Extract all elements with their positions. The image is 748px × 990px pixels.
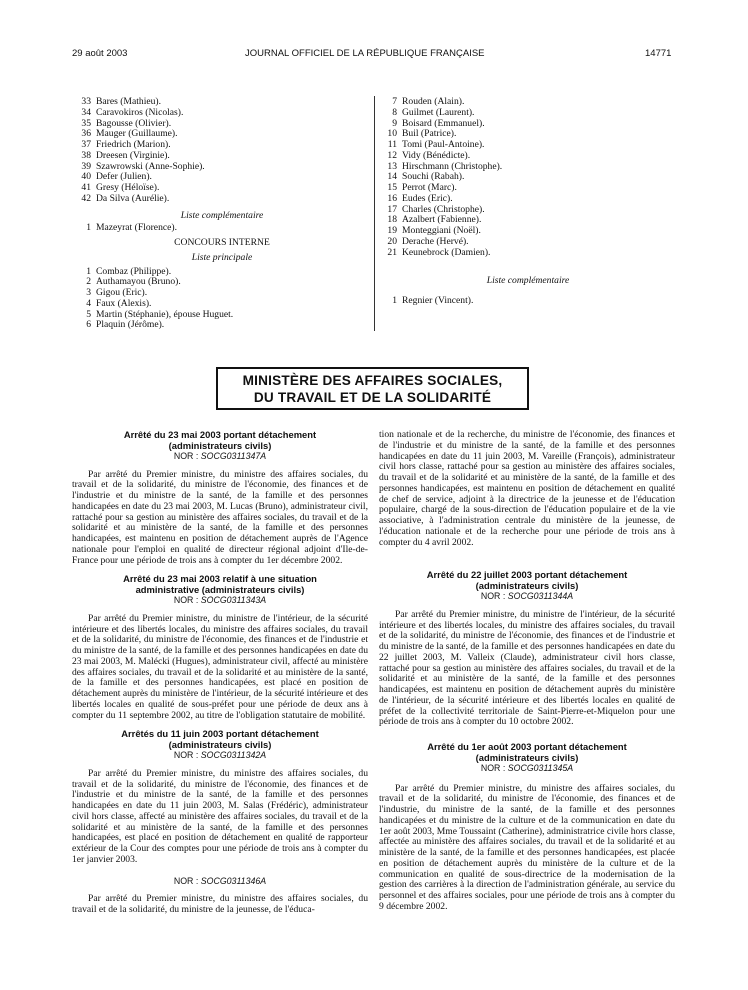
article-body: Par arrêté du Premier ministre, du ministre de l'intérieur, de la sécurité intérieure et des libertés locales, du ministre des affaires sociales, du travail et de la solidarité, du ministre de l'économie, des finances et de l'industrie et du ministre de la santé, de la famille et des personnes handicapées en date du 23 mai 2003, M. Malécki (Hugues), administrateur civil, affecté au ministère des affaires sociales, du travail et de la solidarité et au ministère de la santé, de la famille et des personnes handicapées, est placé en position de détachement auprès du ministère de l'intérieur, de la sécurité intérieure et des libertés locales en qualité de sous-préfet pour une période de deux ans à compter du 11 septembre 2002, au titre de l'obligation statutaire de mobilité. (72, 612, 368, 721)
candidate-name: Bares (Mathieu). (96, 96, 162, 107)
rank-number: 37 (81, 139, 91, 150)
candidate-name: Mauger (Guillaume). (96, 128, 178, 140)
candidate-name: Monteggiani (Noël). (402, 225, 481, 236)
liste-complementaire-heading: Liste complémentaire (180, 209, 264, 221)
rank-number: 19 (387, 225, 397, 236)
list-item (77, 320, 367, 331)
rank-number: 2 (86, 276, 91, 288)
nor-reference: NOR : SOCG0311344A (480, 591, 574, 602)
candidate-name: Caravokiros (Nicolas). (96, 106, 184, 118)
candidate-name: Perrot (Marc). (402, 182, 457, 193)
article-subtitle: (administrateurs civils) (475, 751, 579, 763)
candidate-name: Gigou (Eric). (96, 287, 148, 298)
candidate-name: Derache (Hervé). (402, 235, 469, 247)
liste-complementaire-heading: Liste complémentaire (486, 275, 570, 287)
article-body: Par arrêté du Premier ministre, du ministre des affaires sociales, du travail et de la solidarité, du ministre de la jeunesse, de l'éduca- (72, 893, 368, 915)
rank-number: 1 (86, 222, 91, 234)
article-subtitle: administrative (administrateurs civils) (135, 583, 305, 595)
rank-number: 38 (81, 149, 91, 161)
rank-number: 42 (81, 192, 91, 204)
nor-reference: NOR : SOCG0311343A (173, 595, 267, 606)
candidate-name: Guilmet (Laurent). (402, 106, 475, 118)
concours-interne-heading: CONCOURS INTERNE (174, 237, 270, 248)
list-item (383, 108, 673, 119)
rank-number: 11 (387, 139, 397, 150)
candidate-name: Faux (Alexis). (96, 297, 152, 309)
article-body: Par arrêté du Premier ministre, du ministre de l'intérieur, de la sécurité intérieure et des libertés locales, du ministre des affaires sociales, du travail et de la solidarité, du ministre de l'économie, des finances et de l'industrie et du ministre de la santé, de la famille et des personnes handicapées en date du 22 juillet 2003, M. Valleix (Claude), administrateur civil hors classe, rattaché pour sa gestion au ministère des affaires sociales, du travail et de la solidarité et au ministère de la santé, de la famille et des personnes handicapées, est maintenu en position de détachement auprès du ministère de l'intérieur, de la sécurité intérieure et des libertés locales en qualité de préfet de la collectivité territoriale de Saint-Pierre-et-Miquelon pour une période de trois ans à compter du 10 octobre 2002. (379, 608, 675, 728)
candidate-name: Bagousse (Olivier). (96, 117, 172, 129)
article-title: Arrêté du 23 mai 2003 relatif à une situation (123, 573, 317, 585)
list-item (383, 248, 673, 259)
ministry-line-1: MINISTÈRE DES AFFAIRES SOCIALES, (242, 373, 503, 388)
rank-number: 4 (86, 297, 91, 309)
header-date: 29 août 2003 (72, 48, 128, 59)
list-item (77, 299, 367, 310)
candidate-name: Friedrich (Marion). (96, 139, 171, 150)
rank-number: 35 (81, 117, 91, 129)
candidate-name: Tomi (Paul-Antoine). (402, 139, 485, 150)
candidate-name: Keunebrock (Damien). (402, 246, 491, 258)
list-item (77, 223, 367, 234)
nor-reference: NOR : SOCG0311347A (173, 451, 267, 461)
list-item (77, 151, 367, 162)
candidate-name: Combaz (Philippe). (96, 265, 172, 277)
article-body-continued: tion nationale et de la recherche, du ministre de l'économie, des finances et de l'industrie et du ministre de la santé, de la famille et des personnes handicapées en date du 11 juin 2003, M. Vareille (François), administrateur civil hors classe, rattaché pour sa gestion au ministère des affaires sociales, du travail et de la solidarité et au ministère de la santé, de la famille et des personnes handicapées, est maintenu en position de détachement en qualité de chef de service, adjoint à la directrice de la jeunesse et de l'éducation populaire, chargé de la sous-direction de l'éducation populaire et de la vie associative, à l'administration centrale du ministère de la jeunesse, de l'éducation nationale et de la recherche pour une période de trois ans à compter du 4 avril 2002. (379, 429, 675, 548)
candidate-name: Boisard (Emmanuel). (402, 117, 485, 129)
article-subtitle: (administrateurs civils) (475, 579, 579, 591)
nor-reference: NOR : SOCG0311342A (173, 750, 267, 761)
rank-number: 14 (387, 171, 397, 183)
rank-number: 13 (387, 160, 397, 172)
rank-number: 9 (392, 117, 397, 129)
candidate-name: Charles (Christophe). (402, 203, 485, 215)
candidate-name: Da Silva (Aurélie). (96, 192, 170, 204)
article-body: Par arrêté du Premier ministre, du ministre des affaires sociales, du travail et de la solidarité, du ministre de l'économie, des finances et de l'industrie et du ministre de la santé, de la famille et des personnes handicapées en date du 23 mai 2003, M. Lucas (Bruno), administrateur civil, rattaché pour sa gestion au ministère des affaires sociales, du travail et de la solidarité et au ministère de la santé, de la famille et des personnes handicapées, est maintenu en position de détachement auprès de l'Agence nationale pour l'emploi en qualité de directeur régional adjoint d'Ile-de-France pour une période de trois ans à compter du 1er décembre 2002. (72, 468, 368, 566)
rank-number: 41 (81, 182, 91, 193)
top-right-column (383, 97, 673, 307)
bottom-left-column (72, 430, 368, 916)
candidate-name: Rouden (Alain). (402, 96, 465, 107)
candidate-name: Azalbert (Fabienne). (402, 214, 482, 226)
rank-number: 20 (387, 235, 397, 247)
article-body: Par arrêté du Premier ministre, du ministre des affaires sociales, du travail et de la solidarité, du ministre de l'économie, des finances et de l'industrie et du ministre de la santé, de la famille et des personnes handicapées en date du 11 juin 2003, M. Salas (Frédéric), administrateur civil hors classe, affecté au ministère des affaires sociales, du travail et de la solidarité et au ministère de la santé, de la famille et des personnes handicapées, est placé en position de détachement en qualité de rapporteur extérieur de la Cour des comptes pour une période de trois ans à compter du 1er janvier 2003. (72, 767, 368, 865)
rank-number: 36 (81, 128, 91, 140)
page-number: 14771 (645, 48, 672, 59)
ranking-list (383, 97, 673, 258)
candidate-name: Szawrowski (Anne-Sophie). (96, 160, 205, 172)
liste-principale-heading: Liste principale (191, 251, 253, 263)
list-item (383, 194, 673, 205)
rank-number: 7 (392, 96, 397, 107)
rank-number: 6 (86, 319, 91, 331)
rank-number: 15 (387, 182, 397, 193)
journal-title: JOURNAL OFFICIEL DE LA RÉPUBLIQUE FRANÇAISE (245, 48, 485, 59)
candidate-name: Hirschmann (Christophe). (402, 160, 503, 172)
article-title: Arrêté du 22 juillet 2003 portant détachement (426, 569, 628, 581)
article-title: Arrêté du 23 mai 2003 portant détachement (123, 429, 317, 440)
list-item (383, 296, 673, 307)
rank-number: 5 (86, 308, 91, 320)
rank-number: 12 (387, 149, 397, 161)
candidate-name: Eudes (Eric). (402, 192, 453, 204)
rank-number: 33 (81, 96, 91, 107)
candidate-name: Dreesen (Virginie). (96, 149, 170, 161)
article-subtitle: (administrateurs civils) (168, 439, 272, 451)
complementary-list (77, 223, 367, 234)
rank-number: 39 (81, 160, 91, 172)
rank-number: 40 (81, 171, 91, 183)
ministry-line-2: DU TRAVAIL ET DE LA SOLIDARITÉ (253, 390, 492, 405)
rank-number: 1 (86, 265, 91, 277)
list-item (77, 108, 367, 119)
candidate-name: Vidy (Bénédicte). (402, 149, 471, 161)
candidate-name: Gresy (Héloïse). (96, 182, 160, 193)
candidate-name: Martin (Stéphanie), épouse Huguet. (96, 308, 234, 320)
rank-number: 16 (387, 192, 397, 204)
candidate-name: Mazeyrat (Florence). (96, 222, 177, 234)
rank-number: 3 (86, 287, 91, 298)
rank-number: 21 (387, 246, 397, 258)
rank-number: 18 (387, 214, 397, 226)
list-item (383, 151, 673, 162)
candidate-name: Buil (Patrice). (402, 128, 457, 140)
rank-number: 8 (392, 106, 397, 118)
article-body: Par arrêté du Premier ministre, du ministre des affaires sociales, du travail et de la solidarité, du ministre de l'économie, des finances et de l'industrie, du ministre de la santé, de la famille et des personnes handicapées et du ministre de la culture et de la communication en date du 1er août 2003, Mme Toussaint (Catherine), administratrice civile hors classe, affectée au ministère des affaires sociales, du travail et de la solidarité et au ministère de la santé, de la famille et des personnes handicapées, est placée en position de détachement auprès du ministère de la culture et de la communication en qualité de sous-directrice de la modernisation de la gestion des carrières à la direction de l'administration générale, au service du personnel et des affaires sociales, pour une période de trois ans à compter du 9 décembre 2002. (379, 782, 675, 912)
rank-number: 10 (387, 128, 397, 140)
column-divider (374, 96, 375, 331)
rank-number: 1 (392, 295, 397, 306)
article-title: Arrêté du 1er août 2003 portant détachement (427, 741, 627, 752)
candidate-name: Regnier (Vincent). (402, 295, 474, 306)
nor-reference: NOR : SOCG0311345A (480, 763, 574, 773)
candidate-name: Plaquin (Jérôme). (96, 319, 165, 331)
candidate-name: Defer (Julien). (96, 171, 152, 183)
list-item (77, 194, 367, 205)
principal-list (77, 267, 367, 332)
top-left-column (77, 97, 367, 331)
candidate-name: Authamayou (Bruno). (96, 276, 181, 288)
bottom-right-column (379, 430, 675, 913)
article-subtitle: (administrateurs civils) (168, 738, 272, 750)
ranking-list (77, 97, 367, 205)
nor-reference: NOR : SOCG0311346A (173, 875, 267, 886)
complementary-list (383, 296, 673, 307)
rank-number: 34 (81, 106, 91, 118)
rank-number: 17 (387, 203, 397, 215)
list-item (383, 237, 673, 248)
article-title: Arrêtés du 11 juin 2003 portant détachement (121, 728, 319, 740)
candidate-name: Souchi (Rabah). (402, 171, 465, 183)
ministry-heading-box (216, 367, 529, 410)
